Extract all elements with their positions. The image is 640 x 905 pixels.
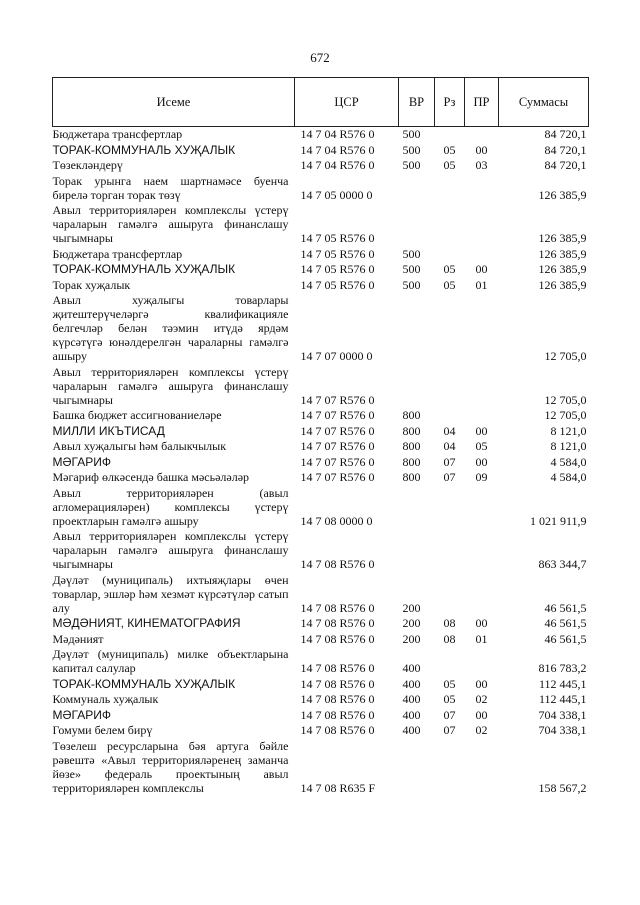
row-rz-cell: 07 [443, 707, 456, 722]
row-pr-cell [465, 647, 499, 677]
row-vr-cell: 400 [402, 723, 421, 737]
table-row [53, 203, 589, 247]
row-sum-cell: 4 584,0 [550, 454, 587, 469]
row-vr-cell: 500 [402, 246, 421, 261]
row-rz-cell [435, 647, 465, 677]
row-csr-cell: 14 7 08 R635 F [300, 780, 376, 795]
row-pr-cell [465, 486, 499, 530]
row-csr-cell: 14 7 08 R576 0 [300, 707, 375, 722]
row-name-cell: МИЛЛИ ИКЪТИСАД [52, 423, 165, 438]
row-csr-cell: 14 7 08 R576 0 [300, 676, 375, 691]
row-pr-cell: 00 [475, 423, 488, 438]
row-pr-cell: 00 [475, 142, 488, 157]
column-header-rz: Рз [435, 78, 465, 127]
row-pr-cell [465, 408, 499, 424]
row-vr-cell [399, 739, 435, 797]
row-vr-cell [399, 203, 435, 247]
table-header [53, 78, 589, 127]
row-rz-cell [435, 203, 465, 247]
row-sum-cell: 84 720,1 [544, 127, 587, 141]
row-csr-cell: 14 7 05 R576 0 [300, 262, 375, 276]
row-rz-cell [435, 293, 465, 365]
row-pr-cell: 09 [475, 470, 488, 484]
table-row [53, 174, 589, 204]
row-sum-cell: 4 584,0 [550, 470, 587, 484]
row-vr-cell: 200 [402, 631, 421, 646]
row-name-cell: Авыл территорияләрен (авыл агломерацияләрен) комплексы үстерү проектларын гамәлгә ашыру [52, 485, 289, 528]
table-row [53, 127, 589, 143]
row-csr-cell: 14 7 04 R576 0 [300, 142, 375, 157]
row-pr-cell [465, 739, 499, 797]
row-vr-cell: 800 [402, 454, 421, 469]
table-row [53, 293, 589, 365]
row-name-cell: ТОРАК-КОММУНАЛЬ ХУҖАЛЫК [52, 262, 236, 276]
row-vr-cell [399, 174, 435, 204]
row-name-cell: ТОРАК-КОММУНАЛЬ ХУҖАЛЫК [52, 676, 236, 691]
row-sum-cell: 126 385,9 [538, 231, 587, 245]
row-csr-cell: 14 7 08 R576 0 [300, 661, 375, 675]
row-pr-cell: 03 [475, 158, 488, 172]
row-sum-cell: 8 121,0 [550, 439, 587, 453]
table-row [53, 455, 589, 471]
row-rz-cell: 05 [443, 262, 456, 276]
row-sum-cell: 46 561,5 [544, 600, 587, 615]
row-vr-cell [399, 365, 435, 409]
row-name-cell: Авыл территорияләрен комплексы үстерү чараларын гамәлгә ашыруга финанслашу чыгымнары [52, 364, 289, 407]
row-rz-cell: 07 [443, 723, 456, 737]
row-name-cell: ТОРАК-КОММУНАЛЬ ХУҖАЛЫК [52, 142, 236, 157]
row-rz-cell [435, 408, 465, 424]
row-rz-cell: 05 [443, 676, 456, 691]
column-header-sum: Суммасы [499, 78, 589, 127]
row-rz-cell [435, 573, 465, 617]
table-row [53, 365, 589, 409]
row-rz-cell: 05 [443, 142, 456, 157]
row-vr-cell: 500 [402, 158, 421, 172]
row-sum-cell: 126 385,9 [538, 262, 587, 276]
row-pr-cell [465, 573, 499, 617]
row-rz-cell [435, 486, 465, 530]
table-row [53, 262, 589, 278]
row-pr-cell [465, 127, 499, 143]
row-name-cell: Бюджетара трансфертлар [52, 246, 183, 261]
row-sum-cell: 84 720,1 [544, 142, 587, 157]
row-vr-cell: 500 [402, 262, 421, 276]
row-pr-cell: 00 [475, 262, 488, 276]
row-rz-cell: 07 [443, 470, 456, 484]
row-vr-cell: 500 [402, 127, 421, 141]
row-csr-cell: 14 7 08 R576 0 [300, 692, 375, 706]
row-sum-cell: 8 121,0 [550, 423, 587, 438]
row-name-cell: Гомуми белем бирү [52, 723, 153, 737]
row-pr-cell: 00 [475, 676, 488, 691]
row-sum-cell: 46 561,5 [544, 616, 587, 630]
column-header-vr: ВР [399, 78, 435, 127]
row-vr-cell: 400 [402, 676, 421, 691]
row-vr-cell: 200 [402, 616, 421, 630]
row-vr-cell: 800 [402, 439, 421, 453]
row-vr-cell: 500 [402, 142, 421, 157]
row-pr-cell: 00 [475, 454, 488, 469]
row-csr-cell: 14 7 07 R576 0 [300, 454, 375, 469]
table-row [53, 439, 589, 455]
row-pr-cell [465, 174, 499, 204]
row-sum-cell: 12 705,0 [544, 349, 587, 363]
row-name-cell: Авыл территорияләрен комплекслы үстерү чараларын гамәлгә ашыруга финанслашу чыгымнары [52, 203, 289, 245]
table-row [53, 247, 589, 263]
row-vr-cell [399, 293, 435, 365]
row-rz-cell: 05 [443, 158, 456, 172]
row-vr-cell: 400 [402, 692, 421, 706]
row-sum-cell: 112 445,1 [538, 692, 587, 706]
row-name-cell: Бюджетара трансфертлар [52, 127, 183, 141]
table-body [53, 127, 589, 797]
row-name-cell: МӘДӘНИЯТ, КИНЕМАТОГРАФИЯ [52, 616, 241, 630]
row-pr-cell: 00 [475, 707, 488, 722]
row-vr-cell: 800 [402, 408, 421, 422]
row-sum-cell: 704 338,1 [538, 707, 587, 722]
row-name-cell: Авыл хуҗалыгы товарлары җитештерүчеләргә квалификацияле белгечләр белән тәэмин итүдә ярдәм күрсәтүгә юнәлдерелгән чараларны гамәлгә ашыру [52, 293, 289, 363]
row-pr-cell [465, 365, 499, 409]
table-row [53, 158, 589, 174]
row-name-cell: МӘГАРИФ [52, 707, 111, 722]
row-pr-cell: 01 [475, 631, 488, 646]
row-vr-cell: 800 [402, 470, 421, 484]
row-csr-cell: 14 7 08 0000 0 [300, 513, 373, 528]
column-header-pr: ПР [465, 78, 499, 127]
row-vr-cell: 200 [402, 600, 421, 615]
table-row [53, 632, 589, 648]
row-rz-cell: 05 [443, 692, 456, 706]
row-csr-cell: 14 7 05 R576 0 [300, 277, 375, 292]
row-pr-cell: 02 [475, 723, 488, 737]
row-sum-cell: 1 021 911,9 [529, 513, 587, 528]
row-sum-cell: 158 567,2 [538, 780, 587, 795]
row-csr-cell: 14 7 04 R576 0 [300, 158, 375, 172]
row-pr-cell [465, 247, 499, 263]
row-rz-cell [435, 365, 465, 409]
table-row [53, 470, 589, 486]
row-pr-cell: 02 [475, 692, 488, 706]
table-row [53, 647, 589, 677]
row-csr-cell: 14 7 08 R576 0 [300, 723, 375, 737]
table-row [53, 677, 589, 693]
row-sum-cell: 704 338,1 [538, 723, 587, 737]
row-name-cell: Төзекләндерү [52, 158, 123, 172]
row-pr-cell [465, 293, 499, 365]
row-csr-cell: 14 7 07 R576 0 [300, 423, 375, 438]
row-vr-cell [399, 486, 435, 530]
row-csr-cell: 14 7 05 R576 0 [300, 246, 375, 261]
row-name-cell: Мәдәният [52, 631, 104, 646]
table-row [53, 143, 589, 159]
row-name-cell: Торак урынга наем шартнамәсе буенча бирелә торган торак төзү [52, 173, 289, 202]
table-row [53, 723, 589, 739]
table-row [53, 616, 589, 632]
row-csr-cell: 14 7 08 R576 0 [300, 557, 375, 571]
row-pr-cell: 05 [475, 439, 488, 453]
page-number: 672 [310, 50, 330, 65]
row-csr-cell: 14 7 05 R576 0 [300, 231, 375, 245]
row-vr-cell [399, 529, 435, 573]
row-rz-cell: 07 [443, 454, 456, 469]
row-name-cell: Авыл хуҗалыгы һәм балыкчылык [52, 439, 227, 453]
row-rz-cell [435, 529, 465, 573]
row-sum-cell: 12 705,0 [544, 408, 587, 422]
row-rz-cell: 08 [443, 631, 456, 646]
row-pr-cell [465, 203, 499, 247]
row-sum-cell: 863 344,7 [538, 557, 587, 571]
row-sum-cell: 126 385,9 [538, 246, 587, 261]
row-sum-cell: 12 705,0 [544, 392, 587, 407]
row-vr-cell: 500 [402, 277, 421, 292]
row-rz-cell: 08 [443, 616, 456, 630]
row-pr-cell: 00 [475, 616, 488, 630]
table-row [53, 692, 589, 708]
row-sum-cell: 816 783,2 [538, 661, 587, 675]
row-rz-cell: 05 [443, 277, 456, 292]
table-row [53, 739, 589, 797]
row-rz-cell: 04 [443, 423, 456, 438]
row-csr-cell: 14 7 08 R576 0 [300, 600, 375, 615]
row-name-cell: МӘГАРИФ [52, 454, 111, 469]
row-pr-cell: 01 [475, 277, 488, 292]
row-rz-cell: 04 [443, 439, 456, 453]
row-name-cell: Авыл территорияләрен комплекслы үстерү чараларын гамәлгә ашыруга финанслашу чыгымнары [52, 529, 289, 571]
row-name-cell: Дәүләт (муниципаль) ихтыяҗлары өчен товарлар, эшләр һәм хезмәт күрсәтүләр сатып алу [52, 572, 289, 615]
row-csr-cell: 14 7 07 R576 0 [300, 392, 375, 407]
row-sum-cell: 84 720,1 [544, 158, 587, 172]
column-header-csr: ЦСР [295, 78, 399, 127]
row-name-cell: Коммуналь хуҗалык [52, 692, 159, 706]
row-sum-cell: 126 385,9 [538, 187, 587, 202]
row-csr-cell: 14 7 07 R576 0 [300, 470, 375, 484]
table-row [53, 529, 589, 573]
table-row [53, 486, 589, 530]
row-pr-cell [465, 529, 499, 573]
row-rz-cell [435, 739, 465, 797]
table-row [53, 278, 589, 294]
row-rz-cell [435, 127, 465, 143]
row-csr-cell: 14 7 05 0000 0 [300, 187, 373, 202]
row-csr-cell: 14 7 04 R576 0 [300, 127, 375, 141]
row-rz-cell [435, 247, 465, 263]
row-vr-cell: 400 [402, 707, 421, 722]
row-sum-cell: 112 445,1 [538, 676, 587, 691]
budget-table [52, 77, 589, 796]
row-name-cell: Торак хуҗалык [52, 277, 131, 292]
row-csr-cell: 14 7 07 R576 0 [300, 408, 375, 422]
row-vr-cell: 400 [402, 661, 421, 675]
row-csr-cell: 14 7 08 R576 0 [300, 631, 375, 646]
row-sum-cell: 126 385,9 [538, 277, 587, 292]
row-name-cell: Мәгариф өлкәсендә башка мәсьәләләр [52, 470, 250, 484]
table-row [53, 424, 589, 440]
row-sum-cell: 46 561,5 [544, 631, 587, 646]
row-name-cell: Башка бюджет ассигнованиеләре [52, 408, 222, 422]
table-row [53, 708, 589, 724]
column-header-name: Исеме [53, 78, 295, 127]
row-name-cell: Дәүләт (муниципаль) милке объектларына капитал салулар [52, 647, 289, 675]
table-row [53, 573, 589, 617]
row-csr-cell: 14 7 07 R576 0 [300, 439, 375, 453]
row-name-cell: Төзелеш ресурсларына бәя артуга бәйле рәвештә «Авыл территорияләренең заманча йөзе» федераль проектының авыл территорияләрен комплекслы [52, 738, 289, 795]
row-csr-cell: 14 7 08 R576 0 [300, 616, 375, 630]
row-csr-cell: 14 7 07 0000 0 [300, 349, 373, 363]
row-vr-cell: 800 [402, 423, 421, 438]
table-row [53, 408, 589, 424]
row-rz-cell [435, 174, 465, 204]
